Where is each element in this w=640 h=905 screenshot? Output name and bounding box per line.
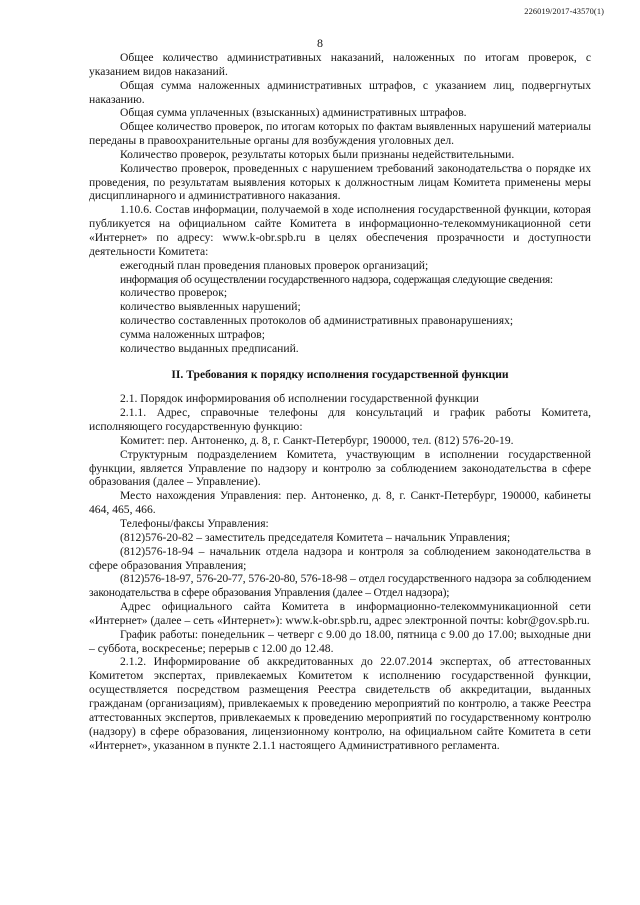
list-item: ежегодный план проведения плановых проверок организаций; [120,258,429,272]
paragraph: Телефоны/факсы Управления: [120,517,269,530]
paragraph: Комитет: пер. Антоненко, д. 8, г. Санкт-Петербург, 190000, тел. (812) 576-20-19. [120,433,514,447]
paragraph: Количество проверок, результаты которых были признаны недействительными. [120,147,515,161]
list-item: количество выявленных нарушений; [120,300,301,314]
list-item: количество проверок; [120,286,228,300]
paragraph: Общая сумма наложенных административных штрафов, с указанием лиц, подвергнутых наказанию. [89,78,591,106]
list-item: количество составленных протоколов об административных правонарушениях; [120,314,514,328]
paragraph: (812)576-20-82 – заместитель председателя Комитета – начальник Управления; [120,530,511,544]
paragraph: 1.10.6. Состав информации, получаемой в ходе исполнения государственной функции, которая публикуется на официальном сайте Комитета в информационно-телекоммуникационной сети «Интернет» по адресу: www.k-obr.spb.ru в целях обеспечения прозрачности и доступности деятельности Комитета: [89,203,591,258]
paragraph: Адрес официального сайта Комитета в информационно-телекоммуникационной сети «Интернет» (далее – сеть «Интернет»): www.k-obr.spb.ru, адрес электронной почты: kobr@gov.spb.ru. [89,600,591,627]
paragraph: Место нахождения Управления: пер. Антоненко, д. 8, г. Санкт-Петербург, 190000, кабинеты 464, 465, 466. [89,489,591,517]
paragraph: График работы: понедельник – четверг с 9.00 до 18.00, пятница с 9.00 до 17.00; выходные дни – суббота, воскресенье; перерыв с 12.00 до 12.48. [89,627,591,655]
paragraph: Общее количество административных наказаний, наложенных по итогам проверок, с указанием видов наказаний. [89,51,591,78]
list-item: количество выданных предписаний. [120,341,299,355]
paragraph: Общее количество проверок, по итогам которых по фактам выявленных нарушений материалы переданы в правоохранительные органы для возбуждения уголовных дел. [89,120,591,148]
list-item: информация об осуществлении государственного надзора, содержащая следующие сведения: [120,272,553,286]
paragraph: (812)576-18-94 – начальник отдела надзора и контроля за соблюдением законодательства в сфере образования Управления; [89,544,591,572]
paragraph: 2.1.1. Адрес, справочные телефоны для консультаций и график работы Комитета, исполняющего государственную функцию: [89,406,591,434]
paragraph: 2.1.2. Информирование об аккредитованных до 22.07.2014 экспертах, об аттестованных Комитетом экспертах, привлекаемых Комитетом к исполнению государственной функции, осуществляется посредством размещения Реестра свидетельств об аккредитации, выданных гражданам (организациям), привлекаемых к проведению мероприятий по контролю, а также Реестра аттестованных экспертов, привлекаемых к проведению мероприятий по государственному контролю (надзору) в сфере образования, лицензионному контролю, на официальном сайте Комитета в сети «Интернет», указанном в пункте 2.1.1 настоящего Административного регламента. [89,655,591,752]
paragraph: Общая сумма уплаченных (взысканных) административных штрафов. [120,106,467,120]
paragraph: (812)576-18-97, 576-20-77, 576-20-80, 576-18-98 – отдел государственного надзора за соблюдением законодательства в сфере образования Управления (далее – Отдел надзора); [89,572,591,600]
section-heading: II. Требования к порядку исполнения государственной функции [171,367,509,381]
document-number: 226019/2017-43570(1) [524,7,604,16]
paragraph: Количество проверок, проведенных с нарушением требований законодательства о порядке их проведения, по результатам выявления которых к должностным лицам Комитета применены меры дисциплинарного и административного наказания. [89,161,591,203]
paragraph: 2.1. Порядок информирования об исполнении государственной функции [120,392,479,406]
list-item: сумма наложенных штрафов; [120,327,266,341]
paragraph: Структурным подразделением Комитета, участвующим в исполнении государственной функции, является Управление по надзору и контролю за соблюдением законодательства в сфере образования (далее – Управление). [89,447,591,489]
page-number: 8 [317,36,323,50]
document-body [89,51,591,752]
